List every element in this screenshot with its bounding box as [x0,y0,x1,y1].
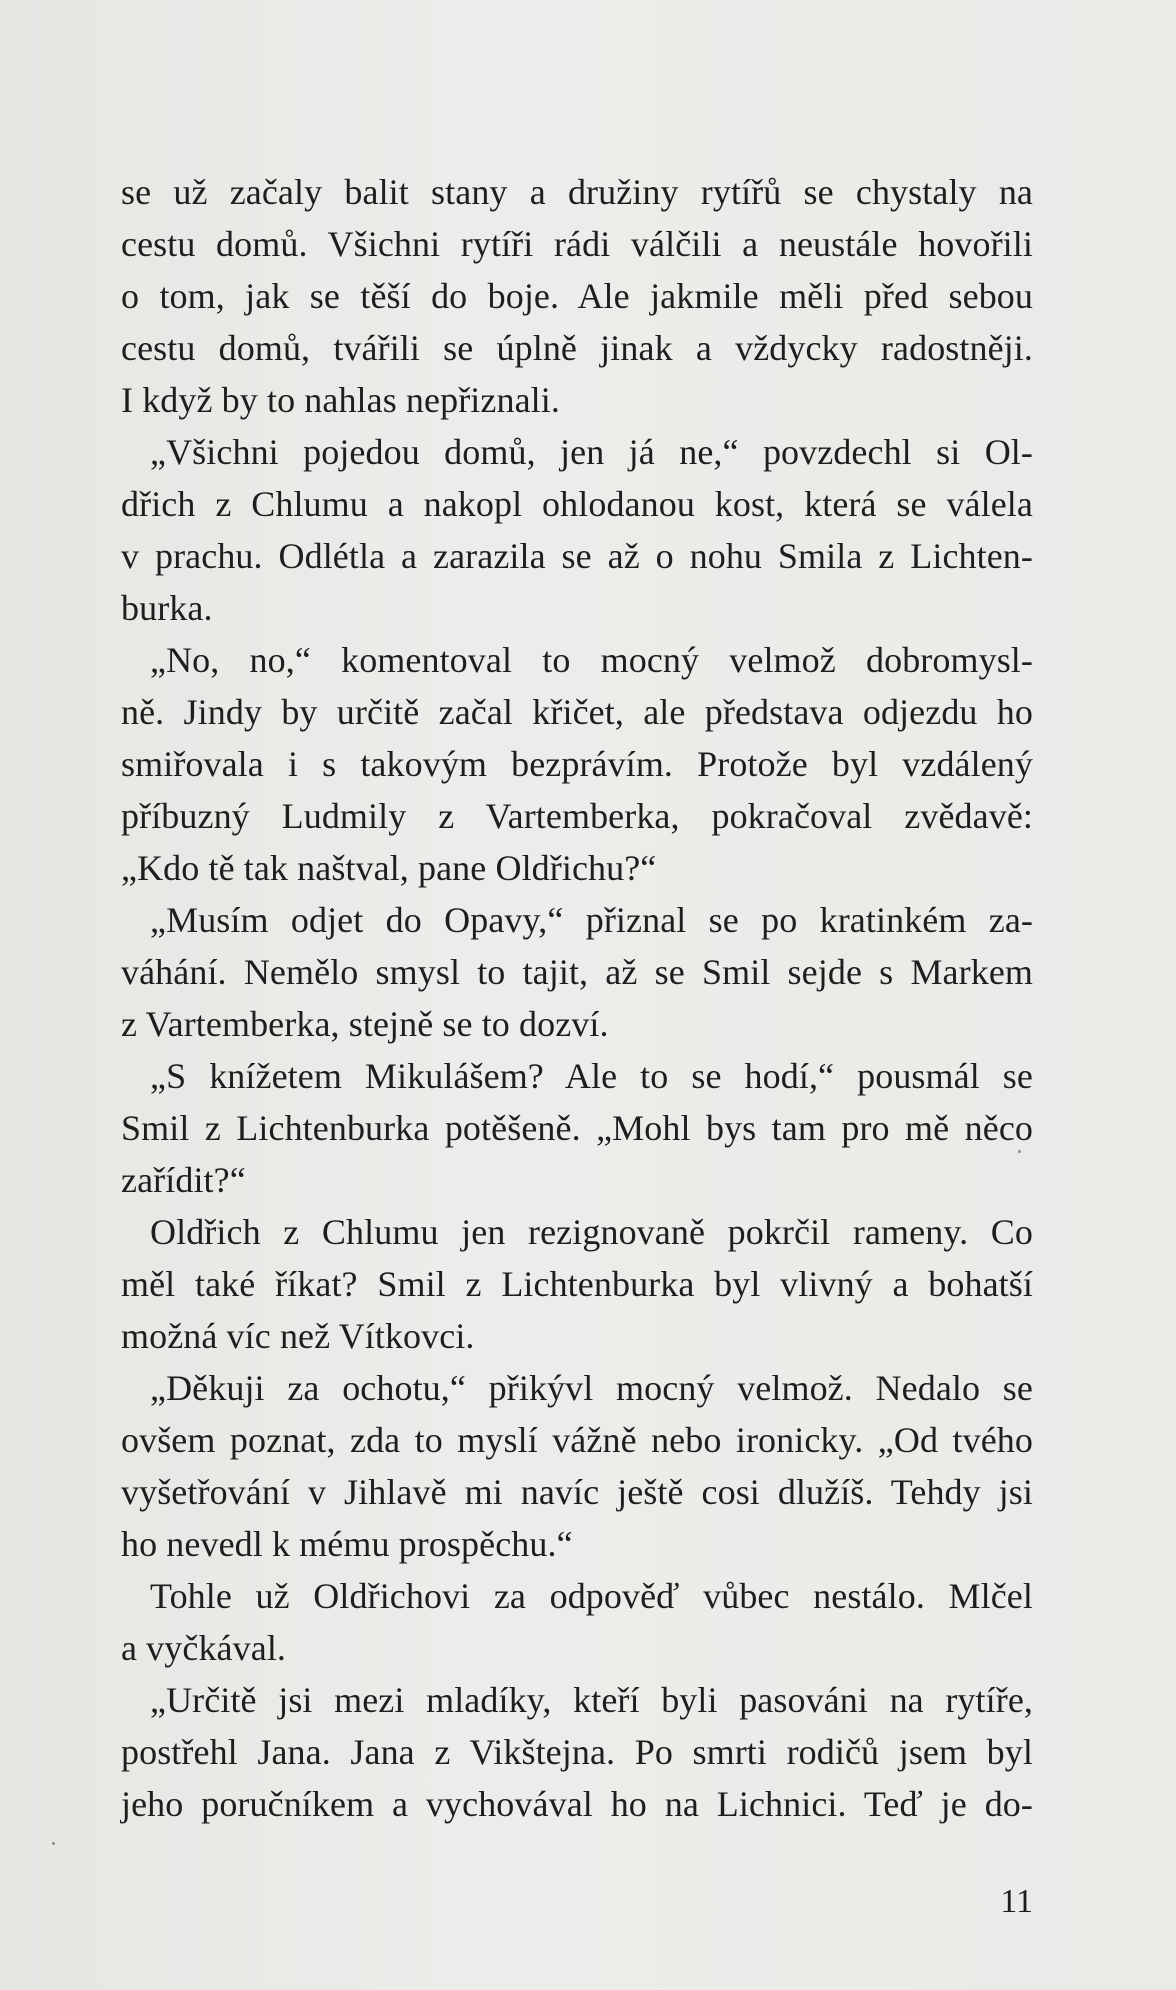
text-line: a vyčkával. [121,1628,287,1668]
text-line: z Vartemberka, stejně se to dozví. [121,1004,609,1044]
text-line: ně. Jindy by určitě začal křičet, ale představa odjezdu ho [121,692,1033,732]
text-line: „Všichni pojedou domů, jen já ne,“ povzdechl si Ol- [150,432,1033,472]
text-line: Smil z Lichtenburka potěšeně. „Mohl bys tam pro mě něco [121,1108,1033,1148]
text-line: váhání. Nemělo smysl to tajit, až se Smil sejde s Markem [121,952,1033,992]
text-line: „Určitě jsi mezi mladíky, kteří byli pasováni na rytíře, [150,1680,1033,1720]
text-line: dřich z Chlumu a nakopl ohlodanou kost, která se válela [121,484,1033,524]
text-line: příbuzný Ludmily z Vartemberka, pokračoval zvědavě: [121,796,1033,836]
text-line: ho nevedl k mému prospěchu.“ [121,1524,573,1564]
page-number: 11 [1000,1883,1033,1920]
text-line: v prachu. Odlétla a zarazila se až o nohu Smila z Lichten- [121,536,1033,576]
text-line: „Kdo tě tak naštval, pane Oldřichu?“ [121,848,657,888]
text-line: cestu domů, tvářili se úplně jinak a vždycky radostněji. [121,328,1033,368]
text-line: Oldřich z Chlumu jen rezignovaně pokrčil rameny. Co [150,1212,1033,1252]
text-line: smiřovala i s takovým bezprávím. Protože byl vzdálený [121,744,1033,784]
text-line: cestu domů. Všichni rytíři rádi válčili a neustále hovořili [121,224,1033,264]
text-line: burka. [121,588,213,628]
text-line: se už začaly balit stany a družiny rytířů se chystaly na [121,172,1033,212]
text-line: I když by to nahlas nepřiznali. [121,380,560,420]
text-line: jeho poručníkem a vychovával ho na Lichnici. Teď je do- [121,1784,1033,1824]
text-line: postřehl Jana. Jana z Vikštejna. Po smrti rodičů jsem byl [121,1732,1033,1772]
paper-speck [52,1842,55,1845]
text-line: „Děkuji za ochotu,“ přikývl mocný velmož. Nedalo se [150,1368,1033,1408]
text-line: Tohle už Oldřichovi za odpověď vůbec nestálo. Mlčel [150,1576,1033,1616]
text-line: měl také říkat? Smil z Lichtenburka byl vlivný a bohatší [121,1264,1033,1304]
text-line: o tom, jak se těší do boje. Ale jakmile měli před sebou [121,276,1033,316]
text-line: zařídit?“ [121,1160,246,1200]
text-line: ovšem poznat, zda to myslí vážně nebo ironicky. „Od tvého [121,1420,1033,1460]
text-line: „Musím odjet do Opavy,“ přiznal se po kratinkém za- [150,900,1033,940]
text-line: vyšetřování v Jihlavě mi navíc ještě cosi dlužíš. Tehdy jsi [121,1472,1033,1512]
text-line: možná víc než Vítkovci. [121,1316,475,1356]
text-line: „No, no,“ komentoval to mocný velmož dobromysl- [150,640,1033,680]
paper-speck [1018,1150,1021,1153]
text-line: „S knížetem Mikulášem? Ale to se hodí,“ pousmál se [150,1056,1033,1096]
